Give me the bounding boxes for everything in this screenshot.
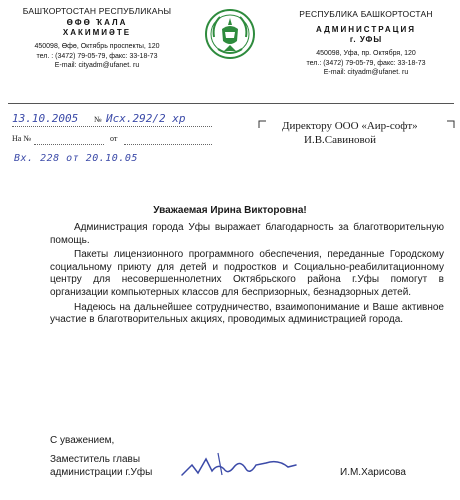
signatory-name: И.М.Харисова xyxy=(340,467,406,478)
registration-line xyxy=(12,112,212,128)
addressee-line1: Директору ООО «Аир-софт» xyxy=(282,120,418,132)
header-left-org-line2: ХАКИМИӘТЕ xyxy=(62,28,132,37)
paragraph: Надеюсь на дальнейшее сотрудничество, взаимопонимание и Ваше активное участие в благотворительных акциях, проводимых администрацией города. xyxy=(50,301,444,326)
header-right-org-line1: АДМИНИСТРАЦИЯ xyxy=(316,25,416,34)
reference-number-label: На № xyxy=(12,134,31,143)
closing-position2: администрации г.Уфы xyxy=(50,467,153,478)
header-left-phone: тел. : (3472) 79-05-79, факс: 33-18-73 xyxy=(36,52,158,60)
closing-regards: С уважением, xyxy=(50,435,115,446)
header-right-org-line2: г. УФЫ xyxy=(349,35,383,44)
letter-body xyxy=(50,222,444,329)
registration-date: 13.10.2005 xyxy=(12,112,79,125)
bashkortostan-emblem-icon xyxy=(204,5,256,63)
registration-number: Исх.292/2 хр xyxy=(106,112,186,125)
addressee-corner-icon xyxy=(258,116,267,125)
header-right-republic: РЕСПУБЛИКА БАШКОРТОСТАН xyxy=(299,9,433,19)
reference-from-label: от xyxy=(110,134,118,143)
header-left-republic: БАШҠОРТОСТАН РЕСПУБЛИКАҺЫ xyxy=(22,6,172,16)
header-divider xyxy=(8,103,454,104)
header-left-email: E-mail: cityadm@ufanet. ru xyxy=(54,62,140,69)
reference-line xyxy=(12,134,212,148)
reference-number-blank xyxy=(34,144,104,145)
paragraph: Администрация города Уфы выражает благодарность за благотворительную помощь. xyxy=(50,222,444,246)
handwritten-signature-icon xyxy=(178,445,302,485)
reference-date-blank xyxy=(124,144,212,145)
addressee-block xyxy=(282,119,454,147)
registration-underline xyxy=(12,126,212,127)
header-right-phone: тел.: (3472) 79-05-79, факс: 33-18-73 xyxy=(306,59,426,67)
addressee-line2: И.В.Савиновой xyxy=(304,134,376,146)
header-left xyxy=(8,6,186,71)
salutation: Уважаемая Ирина Викторовна! xyxy=(153,205,307,216)
paragraph: Пакеты лицензионного программного обеспечения, переданные Городскому социальному приюту для детей и подростков и Социально-реабилитационному центру для несовершеннолетних Октябрьского района г.Уфы помогут в организации компьютерных классов для беспризорных, безнадзорных детей. xyxy=(50,249,444,298)
header-left-org-line1: ӨФӨ ҠАЛА xyxy=(66,18,128,27)
header-right xyxy=(276,9,456,78)
incoming-stamp: Вх. 228 от 20.10.05 xyxy=(14,153,138,164)
header-right-address: 450098, Уфа, пр. Октября, 120 xyxy=(316,50,416,57)
closing-position1: Заместитель главы xyxy=(50,454,141,465)
header-right-email: E-mail: cityadm@ufanet. ru xyxy=(323,69,409,76)
registration-number-label: № xyxy=(94,115,102,124)
header-left-address: 450098, Өфө, Октябрь проспекты, 120 xyxy=(34,43,160,50)
